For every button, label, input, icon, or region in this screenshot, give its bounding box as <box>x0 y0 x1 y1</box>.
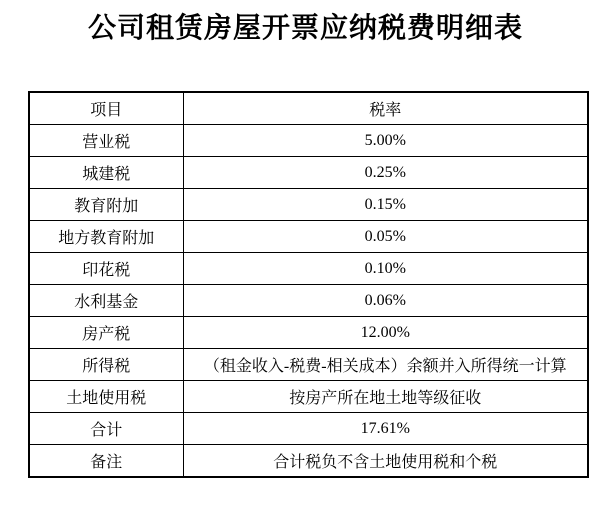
table-row <box>29 413 588 445</box>
table-row <box>29 381 588 413</box>
rate-cell: 12.00% <box>183 317 588 349</box>
table-row <box>29 285 588 317</box>
rate-cell: 合计税负不含土地使用税和个税 <box>183 445 588 478</box>
item-cell: 合计 <box>29 413 183 445</box>
tax-rate-table <box>28 91 589 478</box>
rate-cell: 0.05% <box>183 221 588 253</box>
table-body <box>29 125 588 478</box>
table-row <box>29 221 588 253</box>
header-item: 项目 <box>29 92 183 125</box>
item-cell: 营业税 <box>29 125 183 157</box>
item-cell: 房产税 <box>29 317 183 349</box>
item-cell: 水利基金 <box>29 285 183 317</box>
rate-cell: 0.15% <box>183 189 588 221</box>
rate-cell: 0.10% <box>183 253 588 285</box>
item-cell: 印花税 <box>29 253 183 285</box>
item-cell: 所得税 <box>29 349 183 381</box>
header-rate: 税率 <box>183 92 588 125</box>
rate-cell: 0.25% <box>183 157 588 189</box>
table-row <box>29 317 588 349</box>
item-cell: 地方教育附加 <box>29 221 183 253</box>
table-row <box>29 349 588 381</box>
item-cell: 教育附加 <box>29 189 183 221</box>
rate-cell: （租金收入-税费-相关成本）余额并入所得统一计算 <box>183 349 588 381</box>
item-cell: 城建税 <box>29 157 183 189</box>
rate-cell: 17.61% <box>183 413 588 445</box>
table-row <box>29 125 588 157</box>
item-cell: 土地使用税 <box>29 381 183 413</box>
table-row <box>29 189 588 221</box>
table-header-row <box>29 92 588 125</box>
item-cell: 备注 <box>29 445 183 478</box>
table-row <box>29 445 588 478</box>
table-row <box>29 157 588 189</box>
table-row <box>29 253 588 285</box>
page-title: 公司租赁房屋开票应纳税费明细表 <box>87 13 523 44</box>
rate-cell: 5.00% <box>183 125 588 157</box>
rate-cell: 0.06% <box>183 285 588 317</box>
rate-cell: 按房产所在地土地等级征收 <box>183 381 588 413</box>
